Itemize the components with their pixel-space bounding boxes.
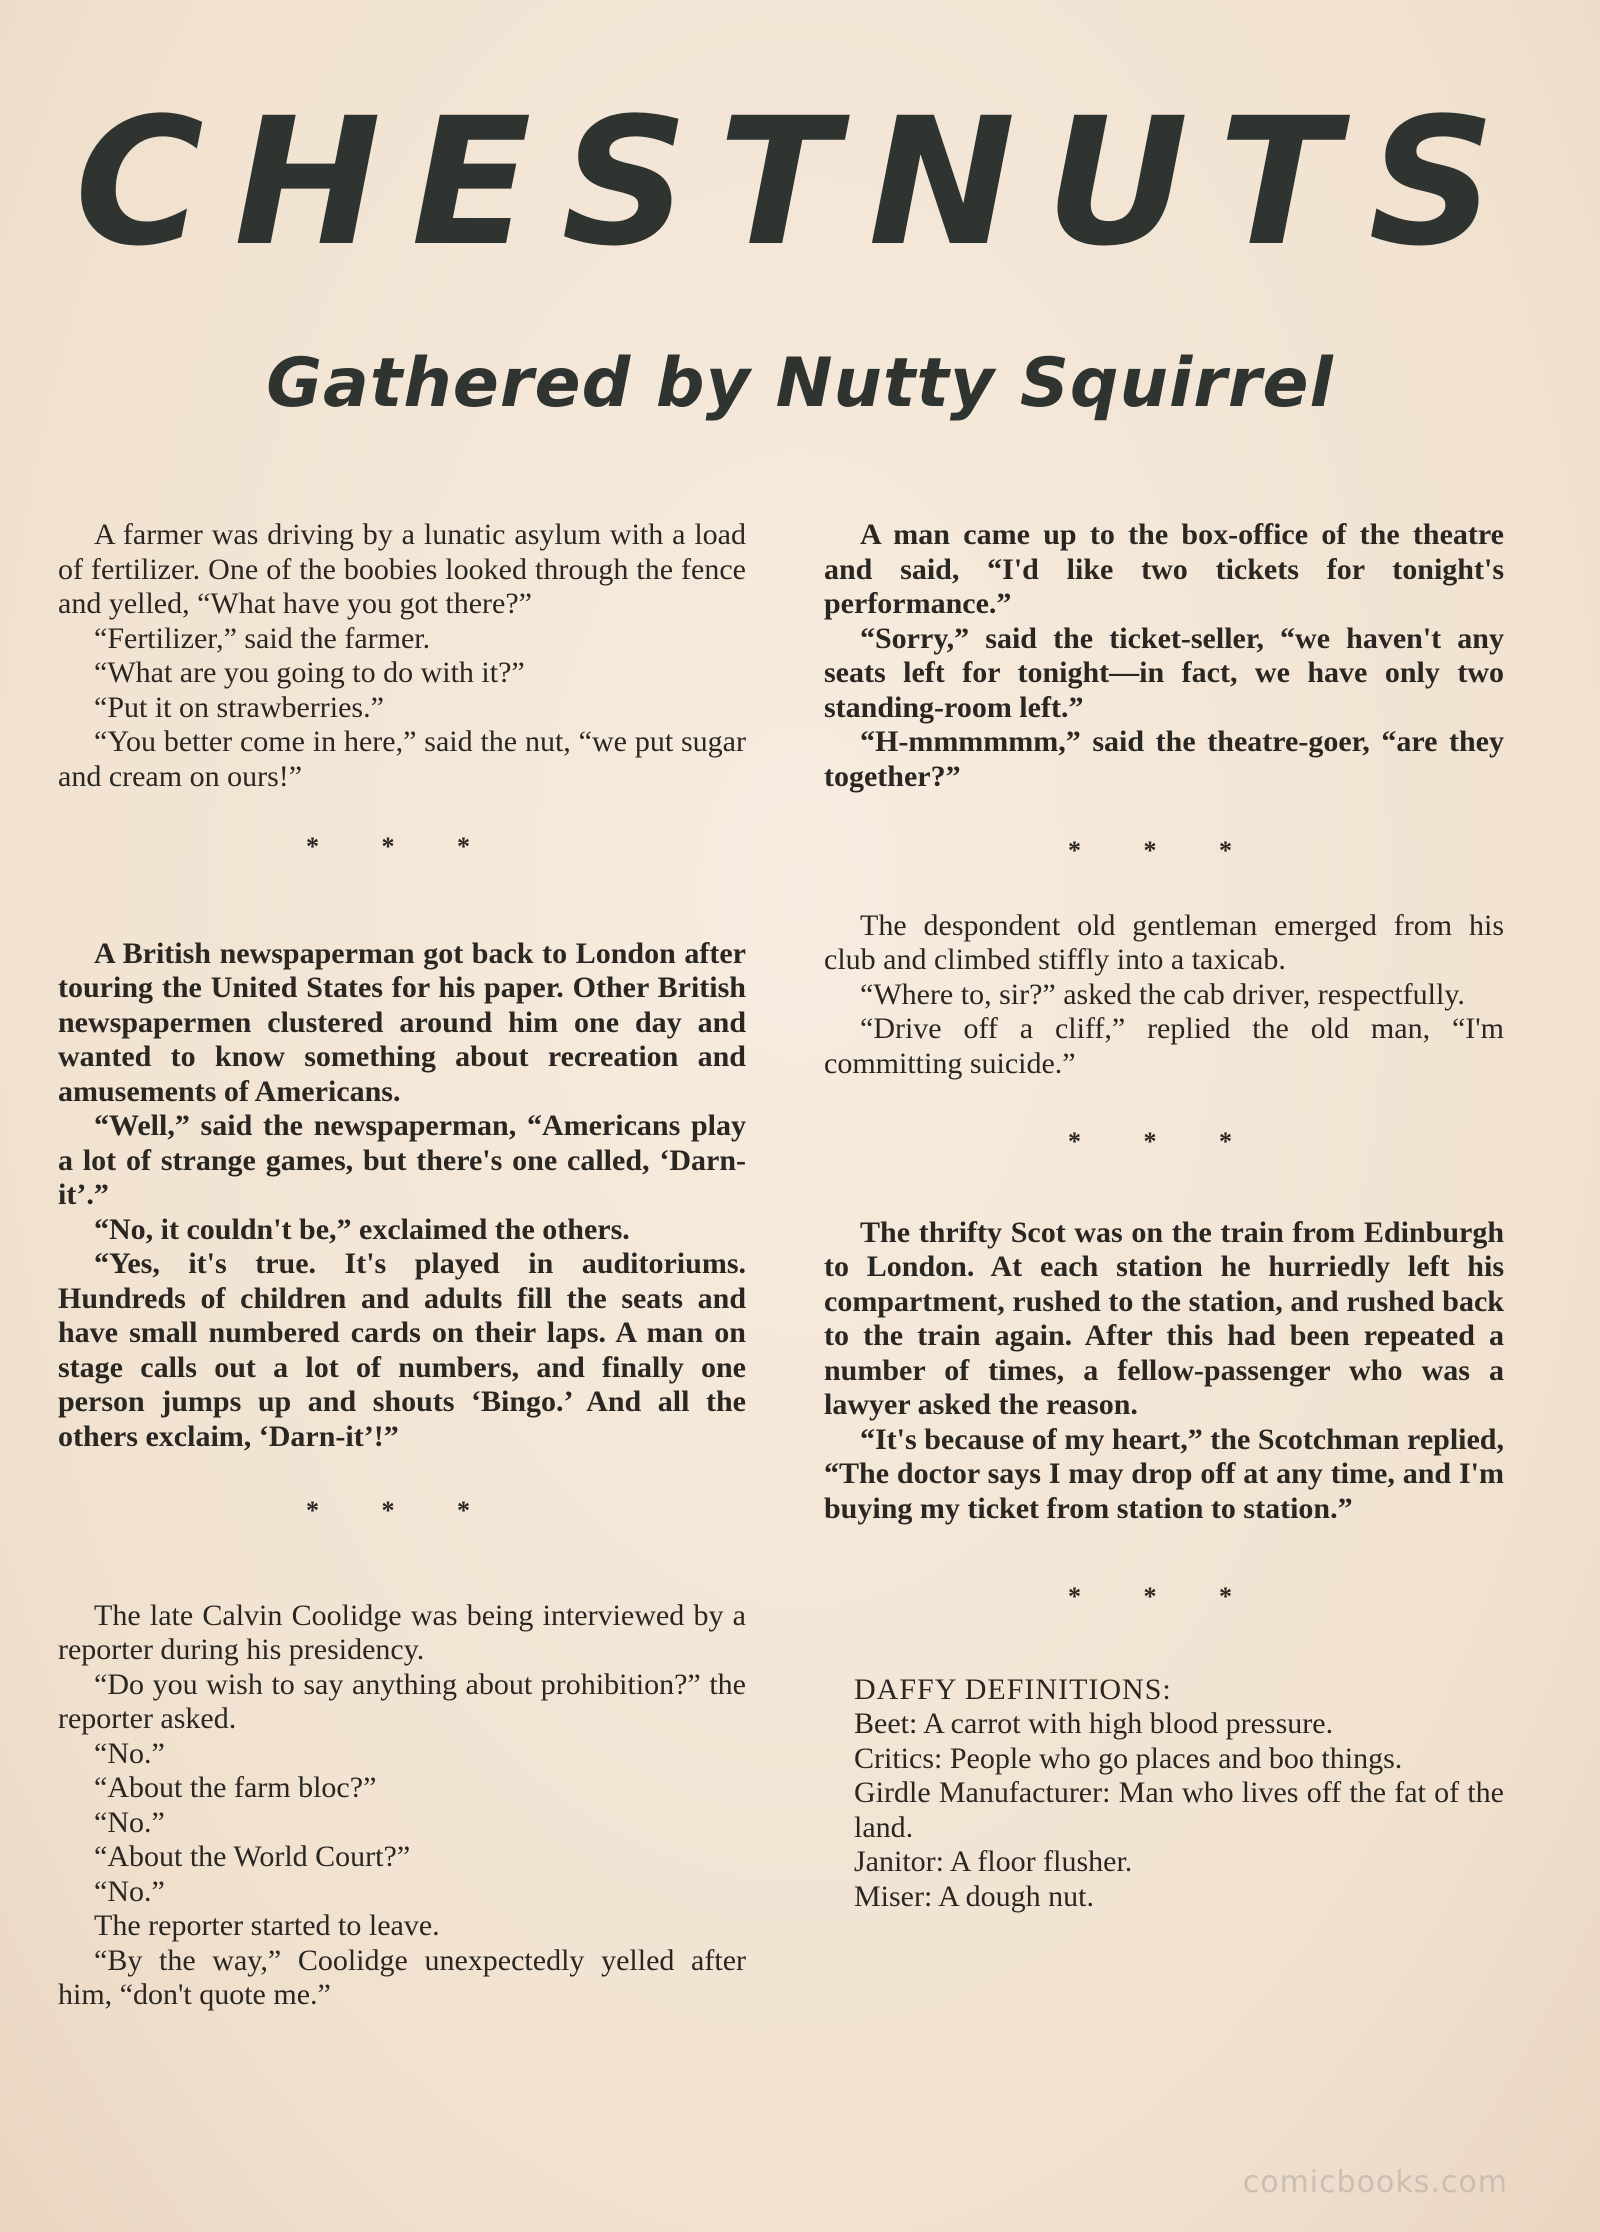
story-paragraph: “No.” (94, 1805, 165, 1839)
watermark: comicbooks.com (1242, 2165, 1508, 2200)
story-paragraph: “No.” (94, 1874, 165, 1908)
story-paragraph: “Sorry,” said the ticket-seller, “we haven't any seats left for tonight—in fact, we have only two standing-room left.” (824, 621, 1504, 724)
story-scot (824, 1216, 1504, 1527)
story-paragraph: A British newspaperman got back to London after touring the United States for his paper. Other British newspapermen clustered around him one day and wanted to know something about recreation and amusements of Americans. (58, 936, 746, 1108)
story-paragraph: “Yes, it's true. It's played in auditoriums. Hundreds of children and adults fill the seats and have small numbered cards on their laps. A man on stage calls out a lot of numbers, and finally one person jumps up and shouts ‘Bingo.’ And all the others exclaim, ‘Darn-it’!” (58, 1247, 746, 1453)
story-paragraph: “About the World Court?” (94, 1840, 411, 1873)
story-darn-it (58, 937, 746, 1455)
story-paragraph: “It's because of my heart,” the Scotchman replied, “The doctor says I may drop off at any time, and I'm buying my ticket from station to station.” (824, 1422, 1504, 1525)
story-paragraph: “Drive off a cliff,” replied the old man, “I'm committing suicide.” (824, 1012, 1504, 1080)
right-column (824, 518, 1504, 1914)
story-paragraph: “About the farm bloc?” (94, 1771, 377, 1804)
story-paragraph: “By the way,” Coolidge unexpectedly yelled after him, “don't quote me.” (58, 1943, 746, 2011)
story-paragraph: A farmer was driving by a lunatic asylum with a load of fertilizer. One of the boobies looked through the fence and yelled, “What have you got there?” (58, 518, 746, 620)
definition-item: Girdle Manufacturer: Man who lives off the fat of the land. (854, 1776, 1504, 1844)
definition-item: Critics: People who go places and boo things. (854, 1741, 1403, 1775)
story-paragraph: The thrifty Scot was on the train from Edinburgh to London. At each station he hurriedly left his compartment, rushed to the station, and rushed back to the train again. After this had been repeated a number of times, a fellow-passenger who was a lawyer asked the reason. (824, 1215, 1504, 1421)
separator: * * * (306, 832, 498, 861)
story-paragraph: “No.” (94, 1736, 165, 1770)
definition-item: Miser: A dough nut. (854, 1879, 1095, 1913)
definition-item: Beet: A carrot with high blood pressure. (854, 1707, 1334, 1740)
separator: * * * (1068, 1582, 1260, 1611)
story-paragraph: “What are you going to do with it?” (94, 656, 525, 689)
daffy-definitions (824, 1673, 1504, 1915)
story-box-office (824, 518, 1504, 794)
story-paragraph: “H-mmmmmm,” said the theatre-goer, “are they together?” (824, 725, 1504, 793)
story-coolidge (58, 1599, 746, 2013)
story-paragraph: The reporter started to leave. (94, 1909, 440, 1942)
story-paragraph: “Put it on strawberries.” (94, 690, 384, 724)
page-title: CHESTNUTS (74, 80, 1526, 285)
story-paragraph: “No, it couldn't be,” exclaimed the others. (94, 1212, 630, 1246)
separator: * * * (1068, 1127, 1260, 1156)
story-paragraph: “Where to, sir?” asked the cab driver, respectfully. (860, 977, 1465, 1011)
story-paragraph: “Well,” said the newspaperman, “Americans play a lot of strange games, but there's one called, ‘Darn-it’.” (58, 1109, 746, 1211)
story-paragraph: The late Calvin Coolidge was being interviewed by a reporter during his presidency. (58, 1598, 746, 1666)
story-farmer (58, 518, 746, 794)
story-paragraph: The despondent old gentleman emerged from his club and climbed stiffly into a taxicab. (824, 908, 1504, 976)
story-paragraph: “Fertilizer,” said the farmer. (94, 621, 431, 655)
separator: * * * (1068, 836, 1260, 865)
separator: * * * (306, 1496, 498, 1525)
definitions-heading: DAFFY DEFINITIONS: (854, 1672, 1172, 1706)
story-paragraph: “You better come in here,” said the nut, “we put sugar and cream on ours!” (58, 725, 746, 793)
story-taxi (824, 909, 1504, 1082)
story-paragraph: “Do you wish to say anything about prohibition?” the reporter asked. (58, 1667, 746, 1735)
story-paragraph: A man came up to the box-office of the theatre and said, “I'd like two tickets for tonight's performance.” (824, 518, 1504, 620)
definition-item: Janitor: A floor flusher. (854, 1845, 1133, 1878)
page-subtitle: Gathered by Nutty Squirrel (266, 344, 1334, 423)
left-column (58, 518, 746, 2013)
